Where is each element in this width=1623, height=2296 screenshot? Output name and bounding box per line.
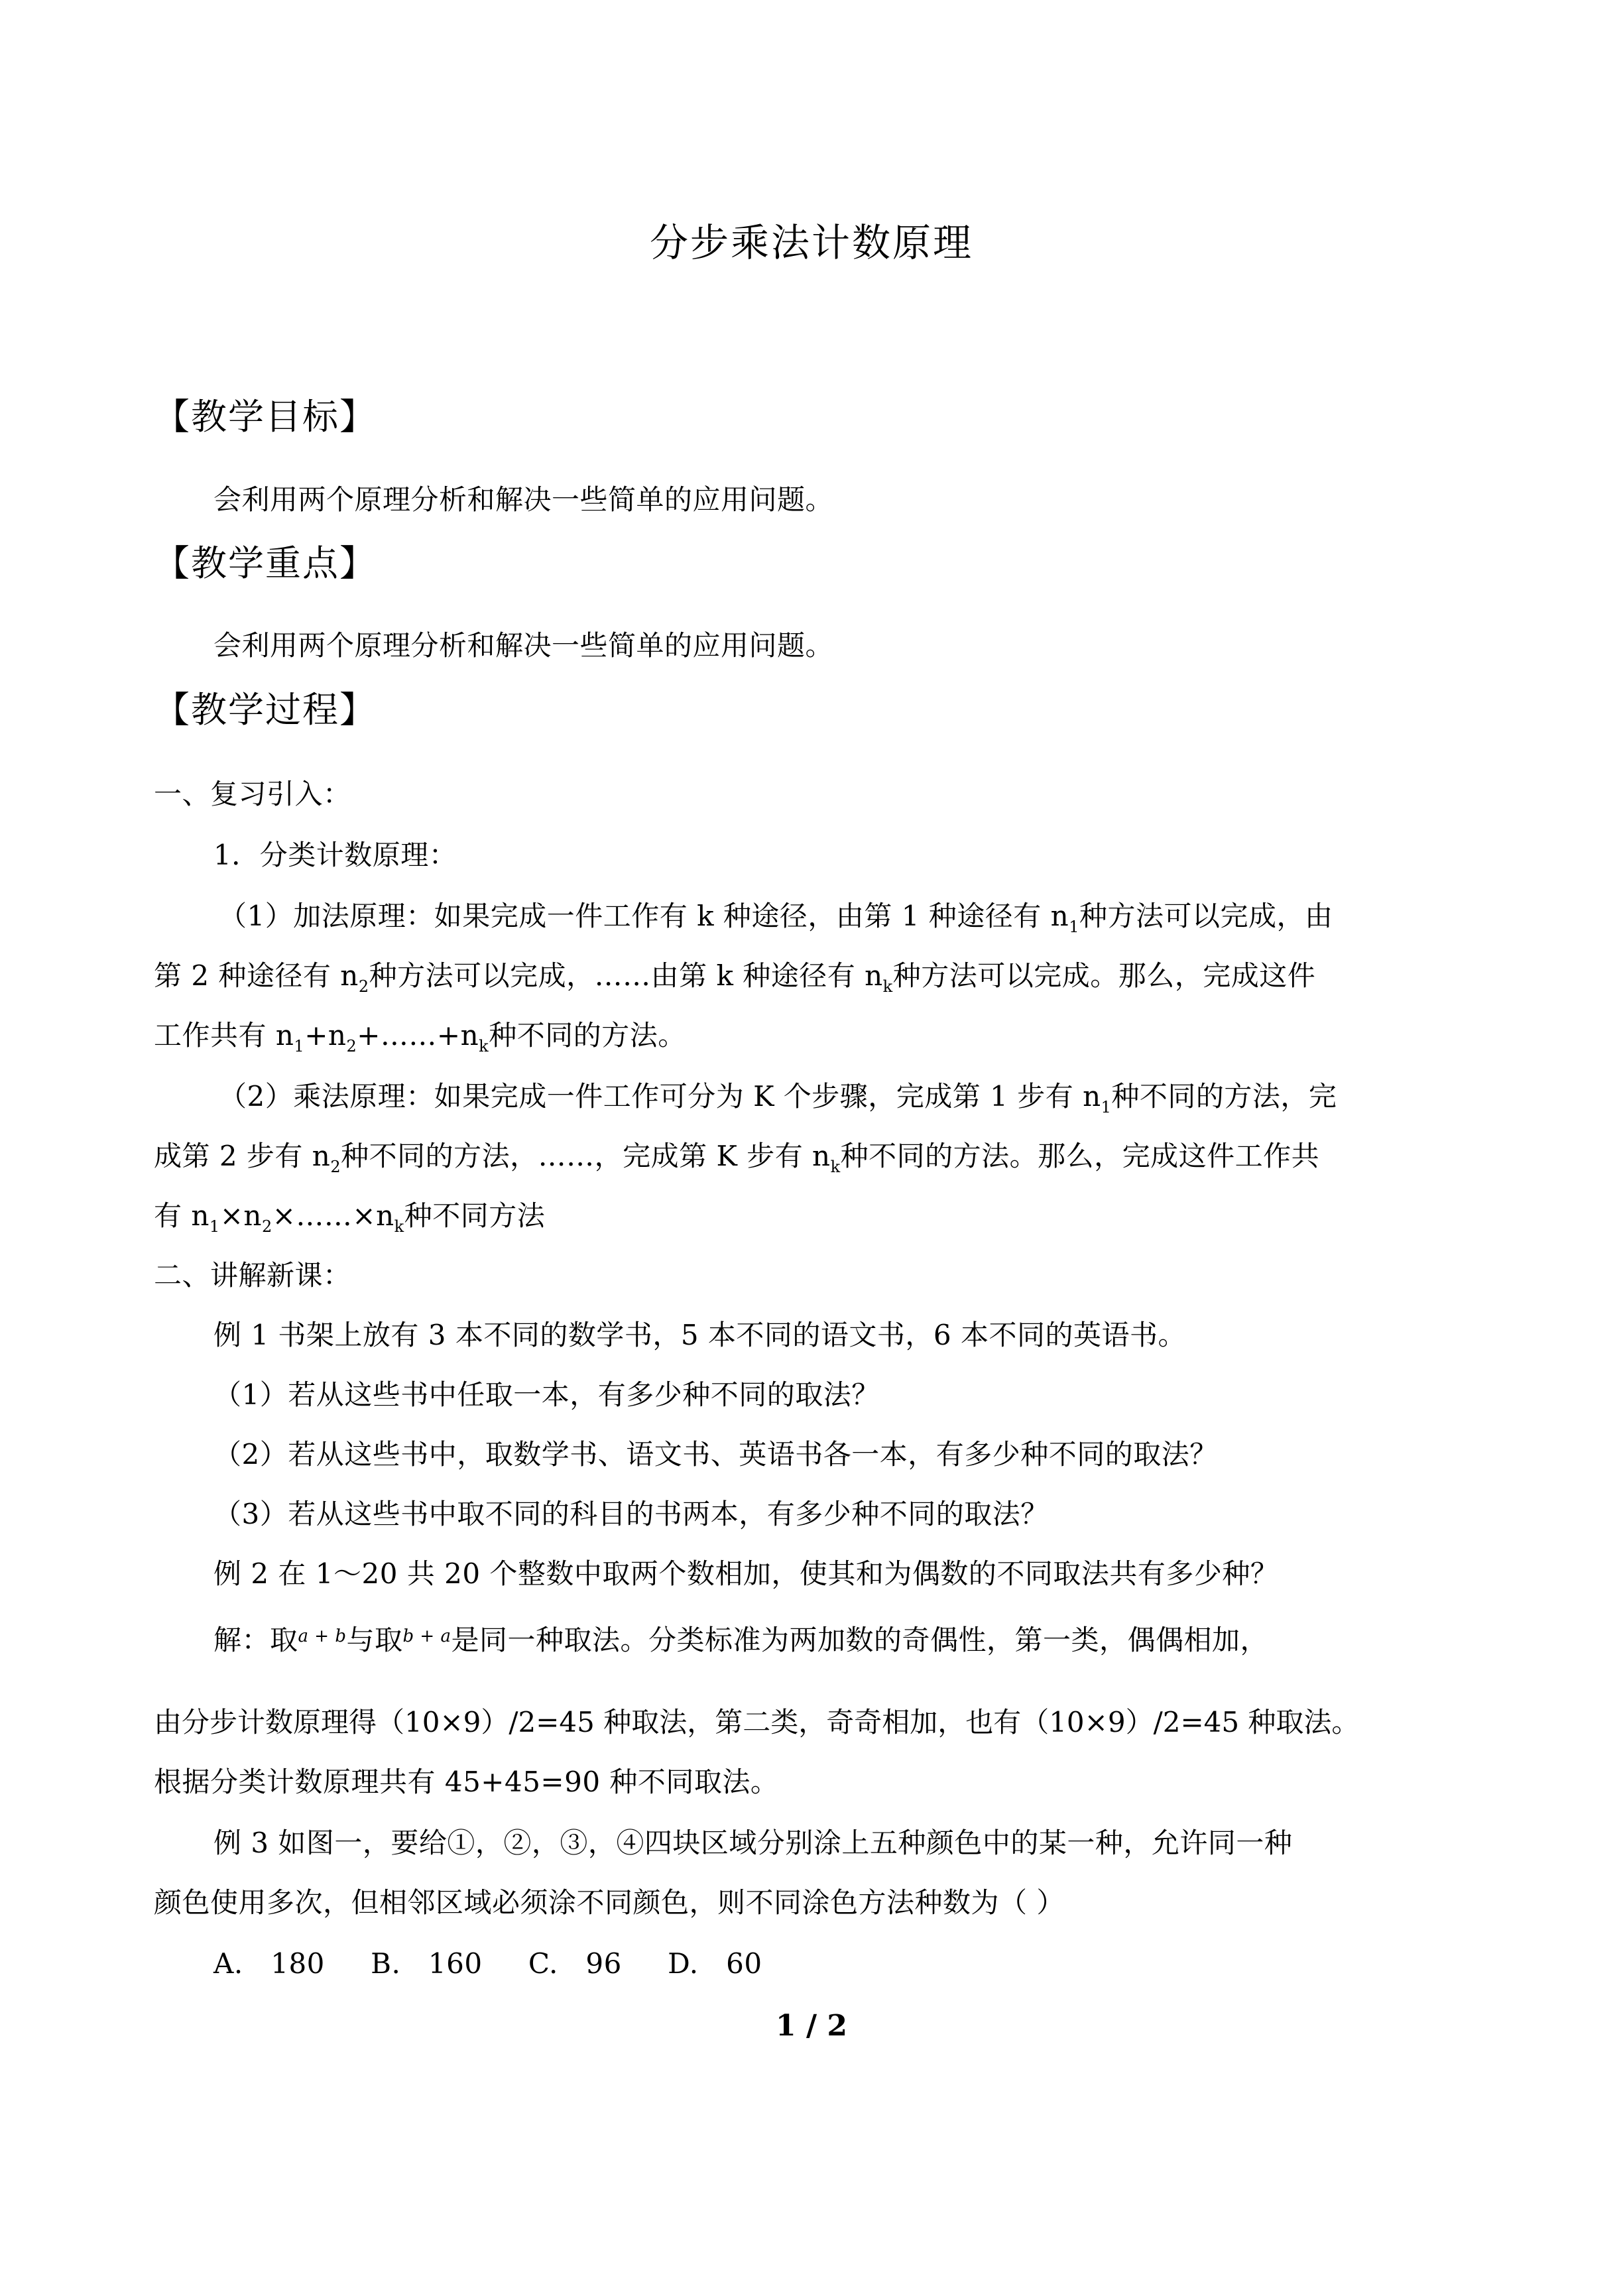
text-run: ×n xyxy=(219,1199,262,1232)
math-formula: a + b xyxy=(298,1626,347,1646)
text-run: ×……×n xyxy=(272,1199,394,1232)
text-run: （2）乘法原理：如果完成一件工作可分为 K 个步骤，完成第 1 步有 n xyxy=(219,1080,1101,1113)
heading-keypoint: 【教学重点】 xyxy=(154,542,377,584)
text-run: 是同一种取法。分类标准为两加数的奇偶性，第一类，偶偶相加， xyxy=(451,1624,1268,1656)
text-run: 种不同方法 xyxy=(404,1199,546,1232)
mul-principle-line1 xyxy=(219,1078,1337,1119)
subscript: k xyxy=(479,1037,489,1056)
subscript: 1 xyxy=(1069,918,1079,936)
math-formula: b + a xyxy=(402,1626,451,1646)
text-run: 第 2 种途径有 n xyxy=(154,959,359,992)
add-principle-line2 xyxy=(154,957,1315,998)
example1: 例 1 书架上放有 3 本不同的数学书，5 本不同的语文书，6 本不同的英语书。 xyxy=(213,1319,1186,1351)
subscript: 1 xyxy=(209,1217,220,1236)
heading-process: 【教学过程】 xyxy=(154,689,377,731)
subscript: 2 xyxy=(358,977,369,996)
heading-objective: 【教学目标】 xyxy=(154,396,377,438)
solution-line3: 根据分类计数原理共有 45+45=90 种不同取法。 xyxy=(154,1766,779,1798)
subscript: 1 xyxy=(294,1037,305,1056)
example1-q3: （3）若从这些书中取不同的科目的书两本，有多少种不同的取法？ xyxy=(213,1498,1049,1530)
objective-text: 会利用两个原理分析和解决一些简单的应用问题。 xyxy=(213,483,834,516)
text-run: 种不同的方法，完 xyxy=(1111,1080,1337,1113)
example3-line2: 颜色使用多次，但相邻区域必须涂不同颜色，则不同涂色方法种数为（ ） xyxy=(154,1886,1065,1919)
mul-principle-line3 xyxy=(154,1197,545,1239)
subscript: k xyxy=(882,977,893,996)
example1-q2: （2）若从这些书中，取数学书、语文书、英语书各一本，有多少种不同的取法？ xyxy=(213,1438,1218,1471)
subscript: 2 xyxy=(346,1037,357,1056)
subscript: k xyxy=(394,1217,404,1236)
subscript: 2 xyxy=(261,1217,272,1236)
part2-title: 二、讲解新课： xyxy=(154,1259,351,1292)
example1-q1: （1）若从这些书中任取一本，有多少种不同的取法？ xyxy=(213,1378,880,1411)
example3-line1: 例 3 如图一，要给①，②，③，④四块区域分别涂上五种颜色中的某一种，允许同一种 xyxy=(213,1827,1293,1859)
text-run: 种方法可以完成，……由第 k 种途径有 n xyxy=(369,959,883,992)
page-title: 分步乘法计数原理 xyxy=(649,220,973,265)
page-number: 1 / 2 xyxy=(776,2009,847,2043)
text-run: 成第 2 步有 n xyxy=(154,1140,331,1172)
part1-title: 一、复习引入： xyxy=(154,778,351,810)
example2: 例 2 在 1～20 共 20 个整数中取两个数相加，使其和为偶数的不同取法共有多少种？ xyxy=(213,1557,1279,1590)
text-run: 工作共有 n xyxy=(154,1019,294,1052)
part1-item1: 1．分类计数原理： xyxy=(213,839,457,871)
example3-options: A. 180 B. 160 C. 96 D. 60 xyxy=(213,1947,762,1980)
text-run: 有 n xyxy=(154,1199,210,1232)
text-run: +n xyxy=(304,1019,347,1052)
add-principle-line3 xyxy=(154,1017,686,1058)
subscript: 1 xyxy=(1101,1098,1112,1117)
text-run: （1）加法原理：如果完成一件工作有 k 种途径，由第 1 种途径有 n xyxy=(219,900,1069,932)
text-run: 种方法可以完成，由 xyxy=(1079,900,1333,932)
text-run: 解：取 xyxy=(213,1624,298,1656)
keypoint-text: 会利用两个原理分析和解决一些简单的应用问题。 xyxy=(213,629,834,662)
subscript: k xyxy=(830,1158,841,1176)
text-run: 种不同的方法，……，完成第 K 步有 n xyxy=(341,1140,831,1172)
text-run: +……+n xyxy=(357,1019,479,1052)
text-run: 种方法可以完成。那么，完成这件 xyxy=(892,959,1316,992)
text-run: 种不同的方法。 xyxy=(489,1019,686,1052)
mul-principle-line2 xyxy=(154,1138,1319,1179)
solution-line1 xyxy=(213,1622,1268,1663)
subscript: 2 xyxy=(330,1158,341,1176)
solution-line2: 由分步计数原理得（10×9）/2=45 种取法，第二类，奇奇相加，也有（10×9）/2=45 种取法。 xyxy=(154,1706,1360,1738)
text-run: 种不同的方法。那么，完成这件工作共 xyxy=(840,1140,1320,1172)
text-run: 与取 xyxy=(346,1624,403,1656)
add-principle-line1 xyxy=(219,898,1333,939)
